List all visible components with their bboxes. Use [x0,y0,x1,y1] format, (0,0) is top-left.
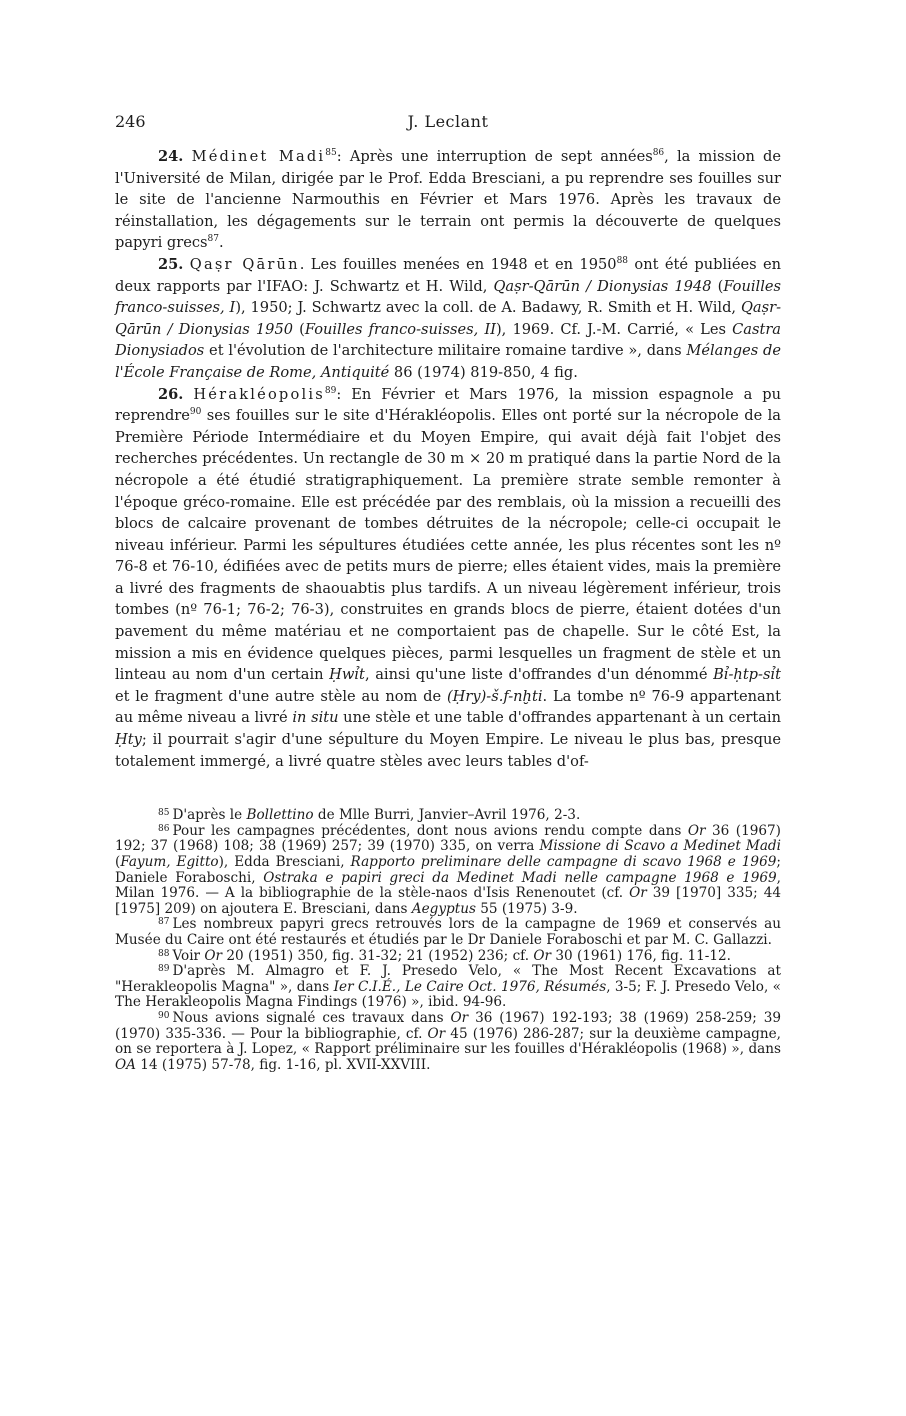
footnote-number: 88 [158,948,170,959]
footnote-ref[interactable]: 86 [652,148,665,158]
footnote-number: 86 [158,823,170,834]
running-title: J. Leclant [407,112,489,131]
footnote-ref[interactable]: 90 [189,407,202,418]
footnote-number: 89 [158,964,170,975]
footnotes [115,808,781,1073]
running-head [115,112,781,146]
section-place: Médinet Madi [191,148,326,165]
footnote-89: $^{89}$ D'après M. Almagro et F. J. Presedo Velo, « The Most Recent Excavations at "Herakleopolis Magna" », dans Ier C.I.É., Le Caire Oct. 1976, Résumés, 3-5; F. J. Presedo Velo, « The Herakleopolis Magna Findings (1976) », ibid. 94-96. [115,963,781,1011]
footnote-87: $^{87}$ Les nombreux papyri grecs retrouvés lors de la campagne de 1969 et conservés au Musée du Caire ont été restaurés et étudiés par le Dr Daniele Foraboschi et par M. C. Gallazzi. [115,916,781,948]
body-text [115,146,781,772]
footnote-number: 90 [158,1010,170,1021]
page [115,112,781,1073]
footnote-88: $^{88}$ Voir Or 20 (1951) 350, fig. 31-32; 21 (1952) 236; cf. Or 30 (1961) 176, fig. 11-12. [158,947,732,964]
page-number: 246 [115,112,146,131]
section-24: 24. Médinet Madi$^{85}$: Après une interruption de sept années$^{86}$, la mission de l'Université de Milan, dirigée par le Prof. Edda Bresciani, a pu reprendre ses fouilles sur le site de l'ancienne Narmouthis en Février et Mars 1976. Après les travaux de réinstallation, les dégagements sur le terrain ont permis la découverte de quelques papyri grecs$^{87}$. [115,148,782,252]
footnote-ref[interactable]: 89 [324,385,337,396]
footnote-number: 85 [158,808,170,819]
footnote-85: $^{85}$ D'après le Bollettino de Mlle Burri, Janvier–Avril 1976, 2-3. [158,807,581,824]
footnote-90: $^{90}$ Nous avions signalé ces travaux dans Or 36 (1967) 192-193; 38 (1969) 258-259; 39 (1970) 335-336. — Pour la bibliographie, cf. Or 45 (1976) 286-287; sur la deuxième campagne, on se reportera à J. Lopez, « Rapport préliminaire sur les fouilles d'Hérakléopolis (1968) », dans OA 14 (1975) 57-78, fig. 1-16, pl. XVII-XXVIII. [115,1009,781,1073]
section-26: 26. Hérakléopolis$^{89}$: En Février et Mars 1976, la mission espagnole a pu reprendre$^{90}$ ses fouilles sur le site d'Hérakléopolis. Elles ont porté sur la nécropole de la Première Période Intermédiaire et du Moyen Empire, qui avait déjà fait l'objet des recherches précédentes. Un rectangle de 30 m × 20 m pratiqué dans la partie Nord de la nécropole a été étudié stratigraphiquement. La première strate semble remonter à l'époque gréco-romaine. Elle est précédée par des remblais, où la mission a recueilli des blocs de calcaire provenant de tombes détruites de la nécropole; celle-ci occupait le niveau inférieur. Parmi les sépultures étudiées cette année, les plus récentes sont les nº 76-8 et 76-10, édifiées avec de petits murs de pierre; elles étaient vides, mais la première a livré des fragments de shaouabtis plus tardifs. A un niveau légèrement inférieur, trois tombes (nº 76-1; 76-2; 76-3), construites en grands blocs de pierre, étaient dotées d'un pavement du même matériau et ne comportaient pas de chapelle. Sur le côté Est, la mission a mis en évidence quelques pièces, parmi lesquelles un fragment de stèle et un linteau au nom d'un certain Ḥwỉt, ainsi qu'une liste d'offrandes d'un dénommé Bỉ-ḥtp-sỉt et le fragment d'une autre stèle au nom de (Ḥry)-š.f-nḫti. La tombe nº 76-9 appartenant au même niveau a livré in situ une stèle et une table d'offrandes appartenant à un certain Ḥty; il pourrait s'agir d'une sépulture du Moyen Empire. Le niveau le plus bas, presque totalement immergé, a livré quatre stèles avec leurs tables d'of- [115,385,781,770]
footnote-number: 87 [158,917,170,928]
footnote-ref[interactable]: 88 [616,255,629,266]
footnote-ref[interactable]: 87 [207,234,219,245]
section-number: 26. [158,385,184,403]
footnote-ref[interactable]: 85 [325,148,337,158]
section-place: Hérakléopolis [193,385,325,403]
section-number: 25. [158,255,184,273]
section-number: 24. [158,148,184,165]
section-place: Qaṣr Qārūn [189,255,300,273]
section-25: 25. Qaṣr Qārūn. Les fouilles menées en 1948 et en 1950$^{88}$ ont été publiées en deux rapports par l'IFAO: J. Schwartz et H. Wild, Qaṣr-Qārūn / Dionysias 1948 (Fouilles franco-suisses, I), 1950; J. Schwartz avec la coll. de A. Badawy, R. Smith et H. Wild, Qaṣr-Qārūn / Dionysias 1950 (Fouilles franco-suisses, II), 1969. Cf. J.-M. Carrié, « Les Castra Dionysiados et l'évolution de l'architecture militaire romaine tardive », dans Mélanges de l'École Française de Rome, Antiquité 86 (1974) 819-850, 4 fig. [115,255,782,381]
footnote-86: $^{86}$ Pour les campagnes précédentes, dont nous avions rendu compte dans Or 36 (1967) 192; 37 (1968) 108; 38 (1969) 257; 39 (1970) 335, on verra Missione di Scavo a Medinet Madi (Fayum, Egitto), Edda Bresciani, Rapporto preliminare delle campagne di scavo 1968 e 1969; Daniele Foraboschi, Ostraka e papiri greci da Medinet Madi nelle campagne 1968 e 1969, Milan 1976. — A la bibliographie de la stèle-naos d'Isis Renenoutet (cf. Or 39 [1970] 335; 44 [1975] 209) on ajoutera E. Bresciani, dans Aegyptus 55 (1975) 3-9. [115,822,782,917]
